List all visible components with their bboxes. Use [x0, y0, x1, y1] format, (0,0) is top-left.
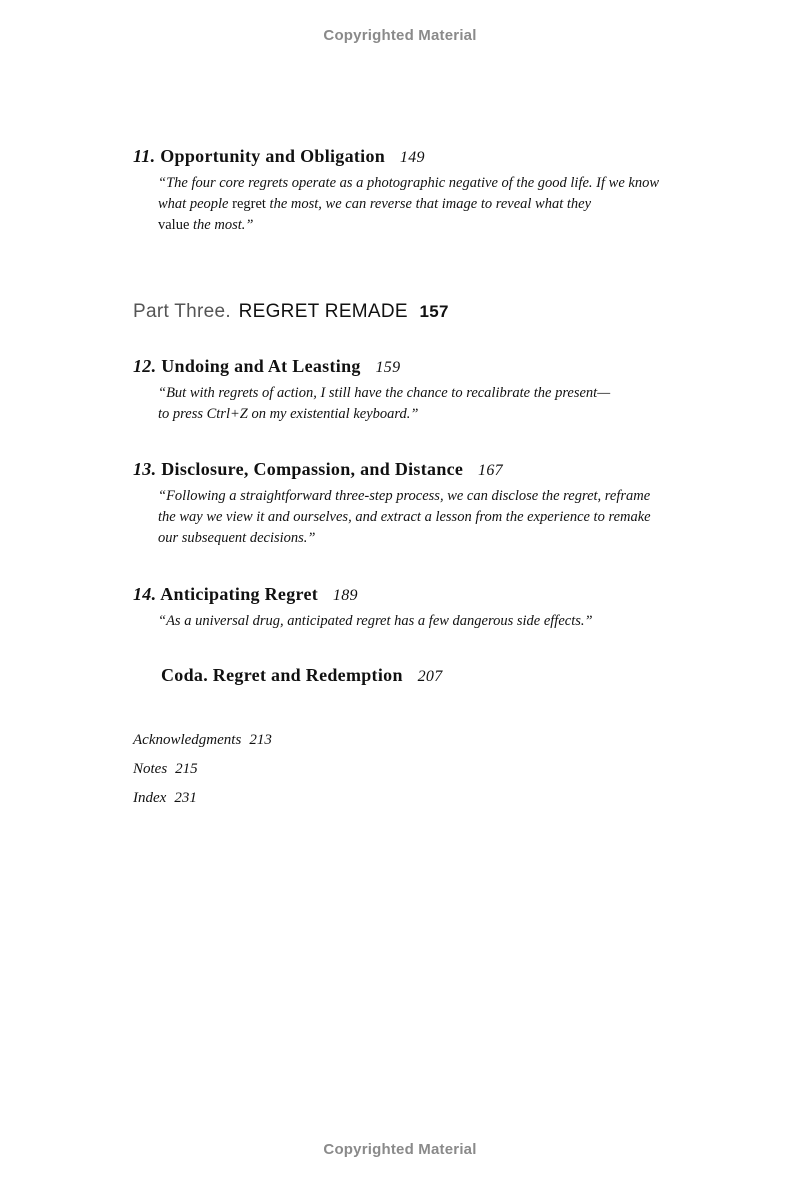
back-matter-page: 231: [174, 790, 197, 806]
epigraph-line: “The four core regrets operate as a photographic negative of the good life. If we know: [158, 175, 659, 191]
toc-coda: [161, 665, 443, 686]
epigraph-line: the way we view it and ourselves, and extract a lesson from the experience to remake: [158, 509, 651, 525]
back-matter-label: Acknowledgments: [133, 732, 242, 748]
chapter-heading: [133, 459, 658, 480]
chapter-title: Undoing and At Leasting: [161, 356, 361, 376]
epigraph-line: “But with regrets of action, I still have the chance to recalibrate the present—: [158, 385, 611, 401]
chapter-title: Anticipating Regret: [160, 584, 319, 604]
copyright-footer: Copyrighted Material: [323, 1141, 477, 1158]
chapter-epigraph: [158, 383, 658, 425]
epigraph-line: our subsequent decisions.”: [158, 530, 316, 546]
back-matter-page: 215: [175, 761, 198, 777]
copyright-header: Copyrighted Material: [323, 27, 477, 44]
epigraph-line: value the most.”: [158, 217, 254, 233]
epigraph-line: “Following a straightforward three-step process, we can disclose the regret, reframe: [158, 488, 651, 504]
part-title: REGRET REMADE: [238, 301, 408, 322]
toc-acknowledgments: [133, 732, 272, 749]
chapter-page-number: 189: [332, 587, 358, 604]
toc-chapter-12: [133, 356, 658, 425]
coda-page-number: 207: [417, 668, 443, 685]
toc-chapter-13: [133, 459, 658, 549]
chapter-number: 12.: [133, 356, 157, 376]
chapter-number: 14.: [133, 584, 157, 604]
chapter-page-number: 159: [375, 359, 401, 376]
chapter-heading: [133, 584, 658, 605]
toc-chapter-14: [133, 584, 658, 632]
toc-part-three: [133, 301, 449, 323]
chapter-number: 11.: [133, 146, 156, 166]
chapter-title: Opportunity and Obligation: [160, 146, 386, 166]
epigraph-line: what people regret the most, we can reverse that image to reveal what they: [158, 196, 592, 212]
back-matter-label: Notes: [133, 761, 168, 777]
epigraph-line: “As a universal drug, anticipated regret has a few dangerous side effects.”: [158, 613, 593, 629]
back-matter-label: Index: [133, 790, 167, 806]
part-page-number: 157: [419, 302, 449, 321]
toc-index: [133, 790, 197, 807]
part-heading: [133, 301, 449, 323]
toc-chapter-11: [133, 146, 658, 236]
coda-heading: [161, 665, 443, 686]
chapter-heading: [133, 146, 658, 167]
chapter-page-number: 167: [478, 462, 503, 479]
back-matter-page: 213: [249, 732, 272, 748]
chapter-title: Disclosure, Compassion, and Distance: [161, 459, 464, 479]
chapter-epigraph: [158, 486, 658, 549]
epigraph-line: to press Ctrl+Z on my existential keyboard.”: [158, 406, 419, 422]
part-label: Part Three.: [133, 301, 231, 322]
chapter-number: 13.: [133, 459, 157, 479]
chapter-page-number: 149: [399, 149, 425, 166]
chapter-epigraph: [158, 173, 658, 236]
chapter-epigraph: [158, 611, 658, 632]
toc-notes: [133, 761, 198, 778]
chapter-heading: [133, 356, 658, 377]
coda-title: Coda. Regret and Redemption: [161, 665, 403, 685]
